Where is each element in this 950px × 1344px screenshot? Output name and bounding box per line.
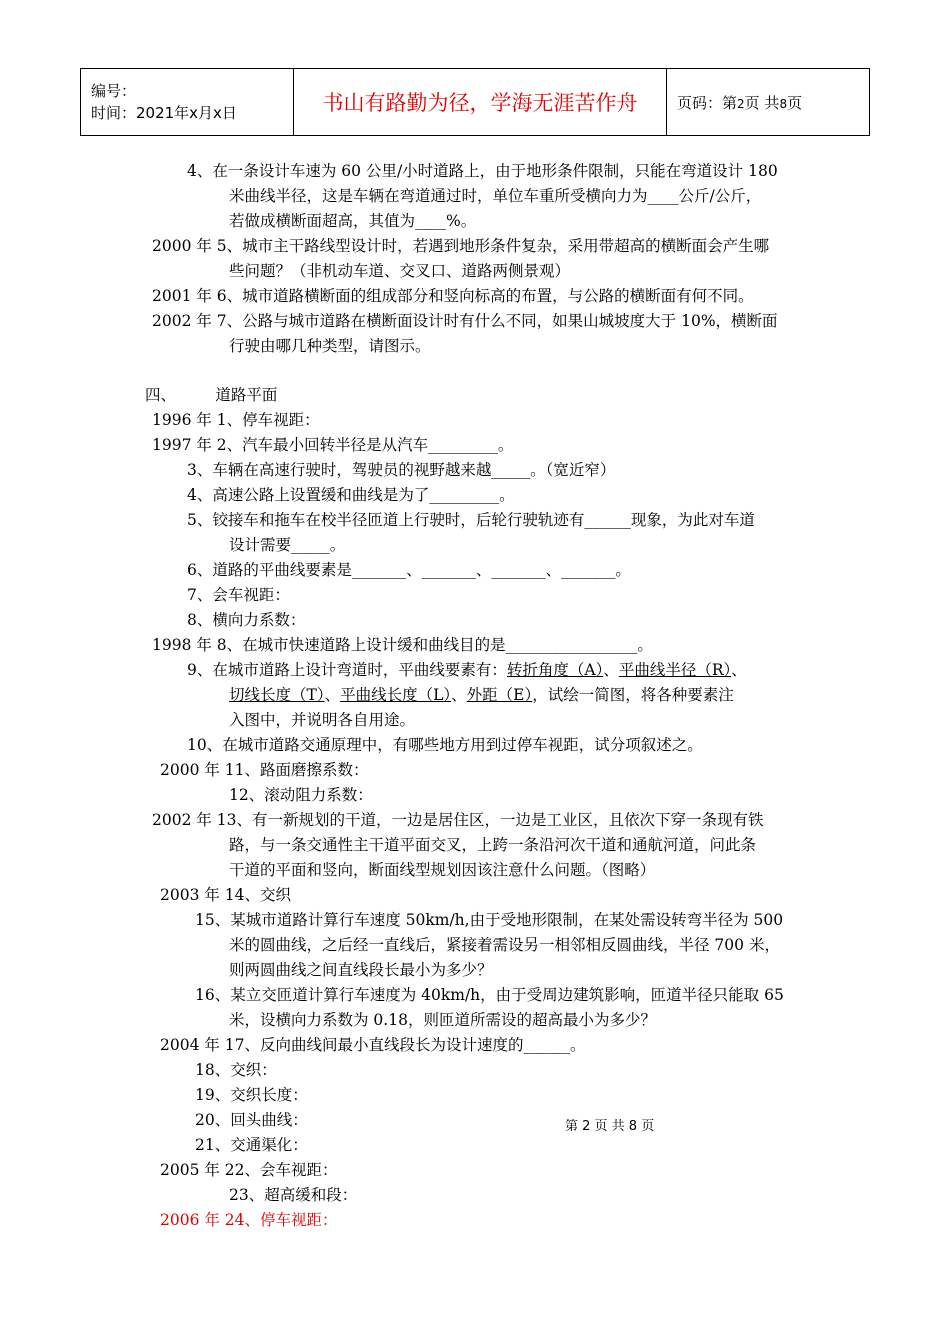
text-line: 若做成横断面超高，其值为____%。 <box>229 212 477 230</box>
text-line: 16、某立交匝道计算行车速度为 40km/h，由于受周边建筑影响，匝道半径只能取 65 <box>195 986 784 1004</box>
text-line: 米的圆曲线，之后经一直线后，紧接着需设另一相邻相反圆曲线，半径 700 米， <box>229 936 780 954</box>
text-line: 2004 年 17、反向曲线间最小直线段长为设计速度的______。 <box>160 1036 586 1054</box>
item9-line3: 入图中，并说明各自用途。 <box>229 711 416 729</box>
text-line: 干道的平面和竖向，断面线型规划因该注意什么问题。（图略） <box>229 861 656 879</box>
page-indicator: 页码：第2页 共8页 <box>667 69 870 136</box>
curve-element: 转折角度（A） <box>506 661 604 679</box>
page-footer: 第 2 页 共 8 页 <box>565 1119 655 1134</box>
text-line: 2002 年 7、公路与城市道路在横断面设计时有什么不同，如果山城坡度大于 10%，横断面 <box>152 312 778 330</box>
text-line: 4、高速公路上设置缓和曲线是为了_________。 <box>187 486 515 504</box>
highlighted-line: 2006 年 24、停车视距： <box>160 1211 338 1229</box>
curve-element: 外距（E） <box>466 686 533 704</box>
text-line: 1997 年 2、汽车最小回转半径是从汽车_________。 <box>152 436 514 454</box>
text-line: 2003 年 14、交织 <box>160 886 292 904</box>
text-line: 米曲线半径，这是车辆在弯道通过时，单位车重所受横向力为____公斤/公斤， <box>229 187 762 205</box>
text-line: 1998 年 8、在城市快速道路上设计缓和曲线目的是_________________。 <box>152 636 653 654</box>
text-line: 6、道路的平曲线要素是_______、_______、_______、_______。 <box>187 561 631 579</box>
code-label: 编号： <box>91 82 137 100</box>
motto: 书山有路勤为径，学海无涯苦作舟 <box>294 69 667 136</box>
text-line: 8、横向力系数： <box>187 611 306 629</box>
text-line: 2001 年 6、城市道路横断面的组成部分和竖向标高的布置，与公路的横断面有何不同。 <box>152 287 754 305</box>
curve-element: 切线长度（T） <box>229 686 325 704</box>
text-line: 23、超高缓和段： <box>229 1186 358 1204</box>
text-line: 5、铰接车和拖车在校半径匝道上行驶时，后轮行驶轨迹有______现象，为此对车道 <box>187 511 755 529</box>
text-line: 3、车辆在高速行驶时，驾驶员的视野越来越_____。（宽近窄） <box>187 461 616 479</box>
text-line: 19、交织长度： <box>195 1086 308 1104</box>
text-line: 路，与一条交通性主干道平面交叉，上跨一条沿河次干道和通航河道，问此条 <box>229 836 757 854</box>
text-line: 15、某城市道路计算行车速度 50km/h,由于受地形限制，在某处需设转弯半径为 500 <box>195 911 784 929</box>
header-table <box>80 68 870 136</box>
text-line: 2005 年 22、会车视距： <box>160 1161 338 1179</box>
section-heading: 四、 道路平面 <box>145 386 278 404</box>
text-line: 1996 年 1、停车视距： <box>152 411 320 429</box>
text-line: 设计需要_____。 <box>229 536 346 554</box>
text-line: 些问题？（非机动车道、交叉口、道路两侧景观） <box>229 262 571 280</box>
item9-line1: 9、在城市道路上设计弯道时，平曲线要素有：转折角度（A）、平曲线半径（R）、 <box>187 661 747 679</box>
text-line: 10、在城市道路交通原理中，有哪些地方用到过停车视距，试分项叙述之。 <box>187 736 703 754</box>
header-info <box>81 69 294 136</box>
text-line: 4、在一条设计车速为 60 公里/小时道路上，由于地形条件限制，只能在弯道设计 180 <box>187 162 778 180</box>
text-line: 2002 年 13、有一新规划的干道，一边是居住区，一边是工业区，且依次下穿一条现有铁 <box>152 811 764 829</box>
item9-line2: 切线长度（T）、平曲线长度（L）、外距（E），试绘一简图，将各种要素注 <box>229 686 734 704</box>
text-line: 12、滚动阻力系数： <box>229 786 373 804</box>
text-line: 2000 年 5、城市主干路线型设计时，若遇到地形条件复杂，采用带超高的横断面会产生哪 <box>152 237 770 255</box>
text-line: 20、回头曲线： <box>195 1111 308 1129</box>
time-label: 时间：2021年x月x日 <box>91 104 237 122</box>
text-line: 7、会车视距： <box>187 586 290 604</box>
text-line: 则两圆曲线之间直线段长最小为多少？ <box>229 961 493 979</box>
text-line: 行驶由哪几种类型，请图示。 <box>229 337 431 355</box>
text-line: 21、交通渠化： <box>195 1136 308 1154</box>
text-line: 米，设横向力系数为 0.18，则匝道所需设的超高最小为多少？ <box>229 1011 656 1029</box>
curve-element: 平曲线半径（R） <box>618 661 732 679</box>
curve-element: 平曲线长度（L） <box>340 686 452 704</box>
text-line: 2000 年 11、路面磨擦系数： <box>160 761 369 779</box>
text-line: 18、交织： <box>195 1061 277 1079</box>
